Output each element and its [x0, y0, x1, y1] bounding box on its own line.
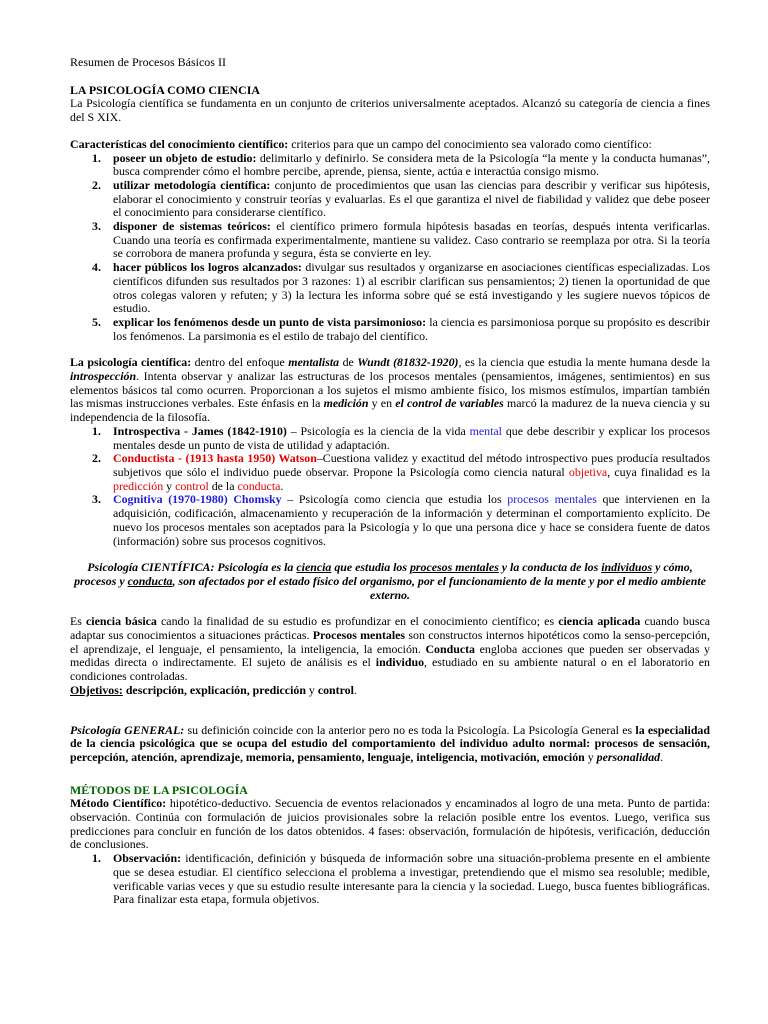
- list-item: 1. Observación: identificación, definición y búsqueda de información sobre una situación-problema presente en el ambiente que se desea estudiar. El científico selecciona el problema a investigar, pretendiendo que el mismo sea resoluble; medible, verificable varias veces y que su estudio resulte interesante para la ciencia y la sociedad. Luego, busca fuentes bibliográficas. Para finalizar esta etapa, formula objetivos.: [92, 851, 710, 907]
- section-heading-psicologia-ciencia: LA PSICOLOGÍA COMO CIENCIA: [70, 82, 260, 97]
- characteristics-lead: Características del conocimiento científico:: [70, 136, 289, 151]
- list-item: 5. explicar los fenómenos desde un punto de vista parsimonioso: la ciencia es parsimoniosa porque su propósito es describir los fenómenos. La parsimonia es el estilo de trabajo del científico.: [92, 314, 710, 343]
- intro-paragraph: La Psicología científica se fundamenta en un conjunto de criterios universalmente aceptados. Alcanzó su categoría de ciencia a fines del S XIX.: [70, 96, 710, 125]
- approaches-list: [70, 425, 710, 548]
- section-heading-metodos: MÉTODOS DE LA PSICOLOGÍA: [70, 782, 248, 797]
- list-item-conductista: 2. Conductista - (1913 hasta 1950) Watson–Cuestiona validez y exactitud del método introspectivo pues producía resultados subjetivos que sólo el individuo puede observar. Propone la Psicología como ciencia natural objetiva, cuya finalidad es la predicción y control de la conducta.: [92, 451, 710, 493]
- document-page: [70, 56, 710, 907]
- definition-block: Psicología CIENTÍFICA: Psicología es la ciencia que estudia los procesos mentales y la conducta de los individuos y cómo, procesos y conducta, son afectados por el estado físico del organismo, por el funcionamiento de la mente y por el medio ambiente externo.: [74, 560, 706, 602]
- objectives-line: Objetivos: descripción, explicación, predicción y control.: [70, 682, 357, 697]
- scientific-method-paragraph: Método Científico: hipotético-deductivo. Secuencia de eventos relacionados y encaminados al logro de una meta. Punto de partida: observación. Continúa con formulación de juicios provisionales sobre la relación posible entre los eventos. Luego, verifica sus predicciones para concluir en función de los datos obtenidos. 4 fases: observación, formulación de hipótesis, verificación, deducción de conclusiones.: [70, 796, 710, 852]
- list-item: 3. disponer de sistemas teóricos: el científico primero formula hipótesis basadas en teorías, después intenta verificarlas. Cuando una teoría es confirmada experimentalmente, mantiene su validez. Caso contrario se reemplaza por otra. Si la teoría se corrobora de manera profunda y segura, ésta se convierte en ley.: [92, 219, 710, 261]
- basic-applied-paragraph: Es ciencia básica cando la finalidad de su estudio es profundizar en el conocimiento científico; es ciencia aplicada cuando busca adaptar sus conocimientos a situaciones prácticas. Procesos mentales son constructos internos hipotéticos como la senso-percepción, el aprendizaje, el lenguaje, el pensamiento, la inteligencia, la emoción. Conducta engloba acciones que pueden ser observadas y medidas directa o indirectamente. El sujeto de análisis es el individuo, estudiado en su ambiente natural o en el laboratorio en condiciones controladas.: [70, 614, 711, 684]
- general-psychology-paragraph: Psicología GENERAL: su definición coincide con la anterior pero no es toda la Psicología. La Psicología General es la especialidad de la ciencia psicológica que se ocupa del estudio del comportamiento del individuo adulto normal: procesos de sensación, percepción, atención, aprendizaje, memoria, pensamiento, lenguaje, inteligencia, motivación, emoción y personalidad.: [70, 722, 710, 764]
- list-item-introspectiva: 1. Introspectiva - James (1842-1910) – Psicología es la ciencia de la vida mental que debe describir y explicar los procesos mentales desde un punto de vista de utilidad y adaptación.: [92, 423, 710, 452]
- characteristics-intro: Características del conocimiento científico: criterios para que un campo del conocimiento sea valorado como científico:: [70, 136, 652, 151]
- list-item: 2. utilizar metodología científica: conjunto de procedimientos que usan las ciencias para describir y verificar sus hipótesis, elaborar el conocimiento y construir teorías y evaluarlas. Es el que garantiza el nivel de fiabilidad y validez que debe poseer el conocimiento para considerarse científico.: [92, 177, 710, 220]
- method-phases-list: [70, 852, 710, 907]
- list-item-cognitiva: 3. Cognitiva (1970-1980) Chomsky – Psicología como ciencia que estudia los procesos mentales que intervienen en la adquisición, codificación, almacenamiento y recuperación de la información y determinan el comportamiento explícito. De nuevo los procesos mentales son aceptados para la Psicología y lo que una persona dice y hace se considera fuente de datos (información) sobre sus procesos cognitivos.: [92, 492, 710, 548]
- list-item: 1. poseer un objeto de estudio: delimitarlo y definirlo. Se considera meta de la Psicología “la mente y la conducta humanas”, busca comprender cómo el hombre percibe, aprende, piensa, siente, actúa e interactúa consigo mismo.: [92, 150, 710, 179]
- characteristics-list: [70, 152, 710, 344]
- scientific-psychology-paragraph: La psicología científica: dentro del enfoque mentalista de Wundt (81832-1920), es la ciencia que estudia la mente humana desde la introspección. Intenta observar y analizar las estructuras de los procesos mentales (pensamientos, imágenes, sentimientos) en sus elementos básicos tal como ocurren. Proporcionan a los sujetos el mismo ambiente físico, los mismos estímulos, impartían también las mismas instrucciones verbales. Este énfasis en la medición y en el control de variables marcó la madurez de la nueva ciencia y su independencia de la filosofía.: [70, 355, 710, 425]
- document-title: Resumen de Procesos Básicos II: [70, 55, 226, 69]
- list-item: 4. hacer públicos los logros alcanzados: divulgar sus resultados y organizarse en asociaciones científicas especializadas. Los científicos difunden sus resultados por 3 razones: 1) al escribir clarifican sus pensamientos; 2) tienen la oportunidad de que otros colegas valoren y refuten; y 3) la lectura les informa sobre qué se está investigando y les sugiere nuevos tópicos de estudio.: [92, 260, 710, 316]
